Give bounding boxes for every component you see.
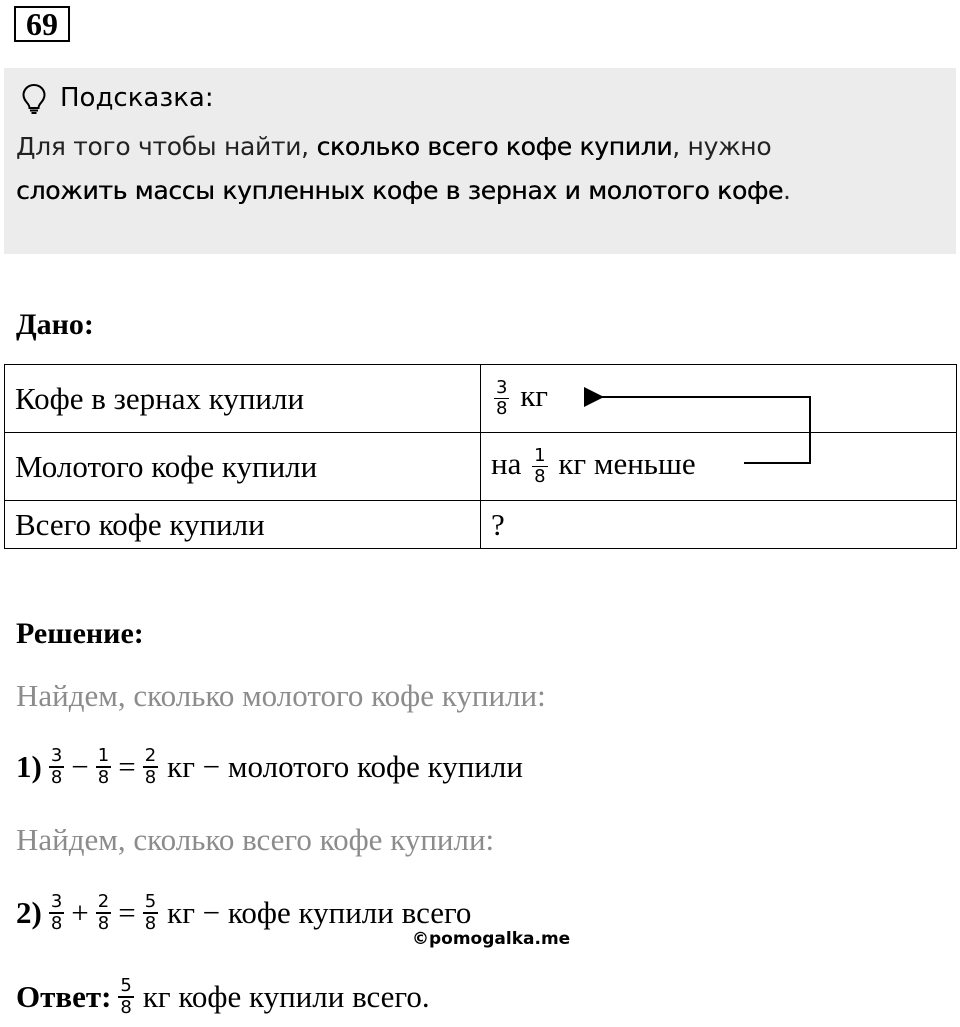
prefix-text: на [491, 445, 522, 481]
row-value: ? [481, 501, 957, 549]
row-label: Всего кофе купили [5, 501, 481, 549]
step-number: 1) [16, 749, 42, 784]
equals-sign: = [118, 749, 136, 784]
row-label: Кофе в зернах купили [5, 365, 481, 433]
hint-plain-text: Для того чтобы найти, [16, 132, 317, 161]
answer-label: Ответ: [16, 979, 112, 1014]
fraction: $\frac{3}{8}$ [496, 376, 508, 420]
fraction: $\frac{5}{8}$ [144, 891, 157, 934]
fraction: $\frac{3}{8}$ [50, 745, 63, 788]
hint-text-line-2 [16, 174, 791, 208]
step-text: кг − молотого кофе купили [167, 749, 523, 784]
given-table [4, 364, 957, 549]
step-number: 2) [16, 895, 42, 930]
equals-sign: = [118, 895, 136, 930]
hint-emphasis-text: сложить массы купленных кофе в зернах и молотого кофе [16, 176, 783, 205]
solution-intro-1: Найдем, сколько молотого кофе купили: [16, 678, 546, 713]
operator: − [71, 749, 89, 784]
given-heading: Дано: [16, 308, 94, 341]
solution-intro-2: Найдем, сколько всего кофе купили: [16, 822, 495, 857]
unit-text: кг [520, 377, 548, 413]
watermark: ©pomogalka.me [412, 929, 571, 949]
table-row [5, 501, 957, 549]
table-row [5, 365, 957, 433]
table-row [5, 433, 957, 501]
fraction: $\frac{2}{8}$ [144, 745, 157, 788]
row-value [481, 433, 957, 501]
hint-emphasis-text: сколько всего кофе купили [316, 132, 673, 161]
hint-plain-text: . [783, 176, 791, 205]
hint-text-line-1 [16, 130, 771, 164]
fraction: $\frac{3}{8}$ [50, 891, 63, 934]
operator: + [71, 895, 89, 930]
unit-text: кг меньше [558, 445, 696, 481]
hint-title [18, 82, 214, 114]
step-text: кг − кофе купили всего [167, 895, 472, 930]
answer-text: кг кофе купили всего. [142, 979, 430, 1014]
solution-step-1 [16, 738, 523, 796]
solution-step-2 [16, 884, 471, 942]
problem-number: 69 [14, 6, 70, 42]
answer-line [16, 968, 430, 1026]
lightbulb-icon [18, 82, 50, 114]
solution-heading: Решение: [16, 617, 144, 650]
row-label: Молотого кофе купили [5, 433, 481, 501]
fraction: $\frac{1}{8}$ [534, 444, 546, 488]
hint-title-text: Подсказка: [60, 83, 214, 113]
fraction: $\frac{2}{8}$ [97, 891, 110, 934]
row-value [481, 365, 957, 433]
fraction: $\frac{1}{8}$ [97, 745, 110, 788]
hint-box [4, 68, 956, 254]
fraction: $\frac{5}{8}$ [120, 975, 132, 1018]
hint-plain-text: , нужно [672, 132, 772, 161]
